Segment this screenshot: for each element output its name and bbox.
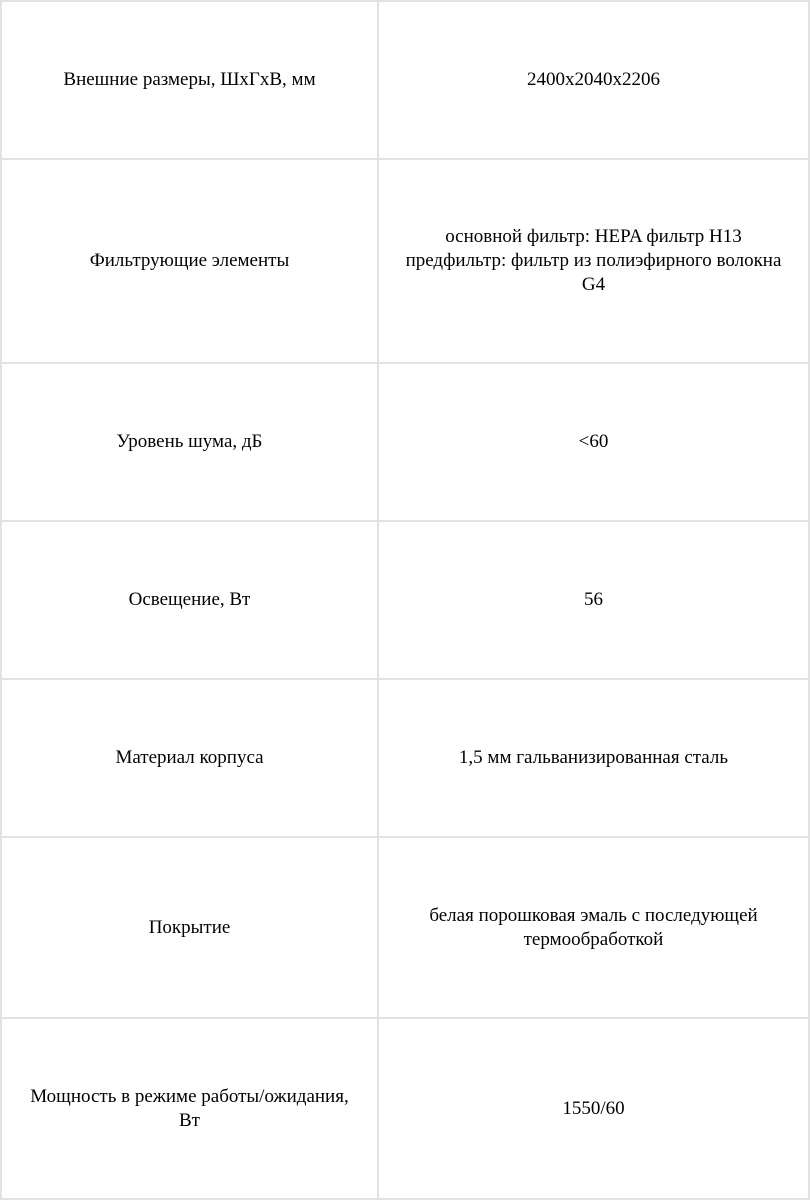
spec-value xyxy=(378,1018,809,1199)
spec-value xyxy=(378,679,809,837)
spec-value-line: основной фильтр: HEPA фильтр H13 xyxy=(445,226,742,247)
spec-label: Освещение, Вт xyxy=(1,521,378,679)
spec-row-material xyxy=(1,679,809,837)
spec-value-line: предфильтр: фильтр из полиэфирного волокна G4 xyxy=(405,250,782,295)
spec-row-filters xyxy=(1,159,809,363)
spec-value-line: 1,5 мм гальванизированная сталь xyxy=(458,747,729,768)
spec-value-line: 2400х2040х2206 xyxy=(527,69,660,90)
spec-value xyxy=(378,363,809,521)
spec-value xyxy=(378,1,809,159)
spec-value-line: белая порошковая эмаль с последующей термообработкой xyxy=(429,904,758,950)
spec-label: Материал корпуса xyxy=(1,679,378,837)
spec-label: Уровень шума, дБ xyxy=(1,363,378,521)
spec-label: Мощность в режиме работы/ожидания, Вт xyxy=(1,1018,378,1199)
spec-row-dimensions xyxy=(1,1,809,159)
spec-label: Покрытие xyxy=(1,837,378,1018)
spec-value xyxy=(378,521,809,679)
spec-value xyxy=(378,837,809,1018)
spec-label: Фильтрующие элементы xyxy=(1,159,378,363)
spec-row-coating xyxy=(1,837,809,1018)
spec-value-line: 56 xyxy=(584,589,603,610)
spec-row-power xyxy=(1,1018,809,1199)
spec-value xyxy=(378,159,809,363)
spec-value-line: <60 xyxy=(578,431,609,452)
spec-row-lighting xyxy=(1,521,809,679)
spec-value-line: 1550/60 xyxy=(562,1097,625,1119)
spec-label: Внешние размеры, ШхГхВ, мм xyxy=(1,1,378,159)
spec-row-noise xyxy=(1,363,809,521)
